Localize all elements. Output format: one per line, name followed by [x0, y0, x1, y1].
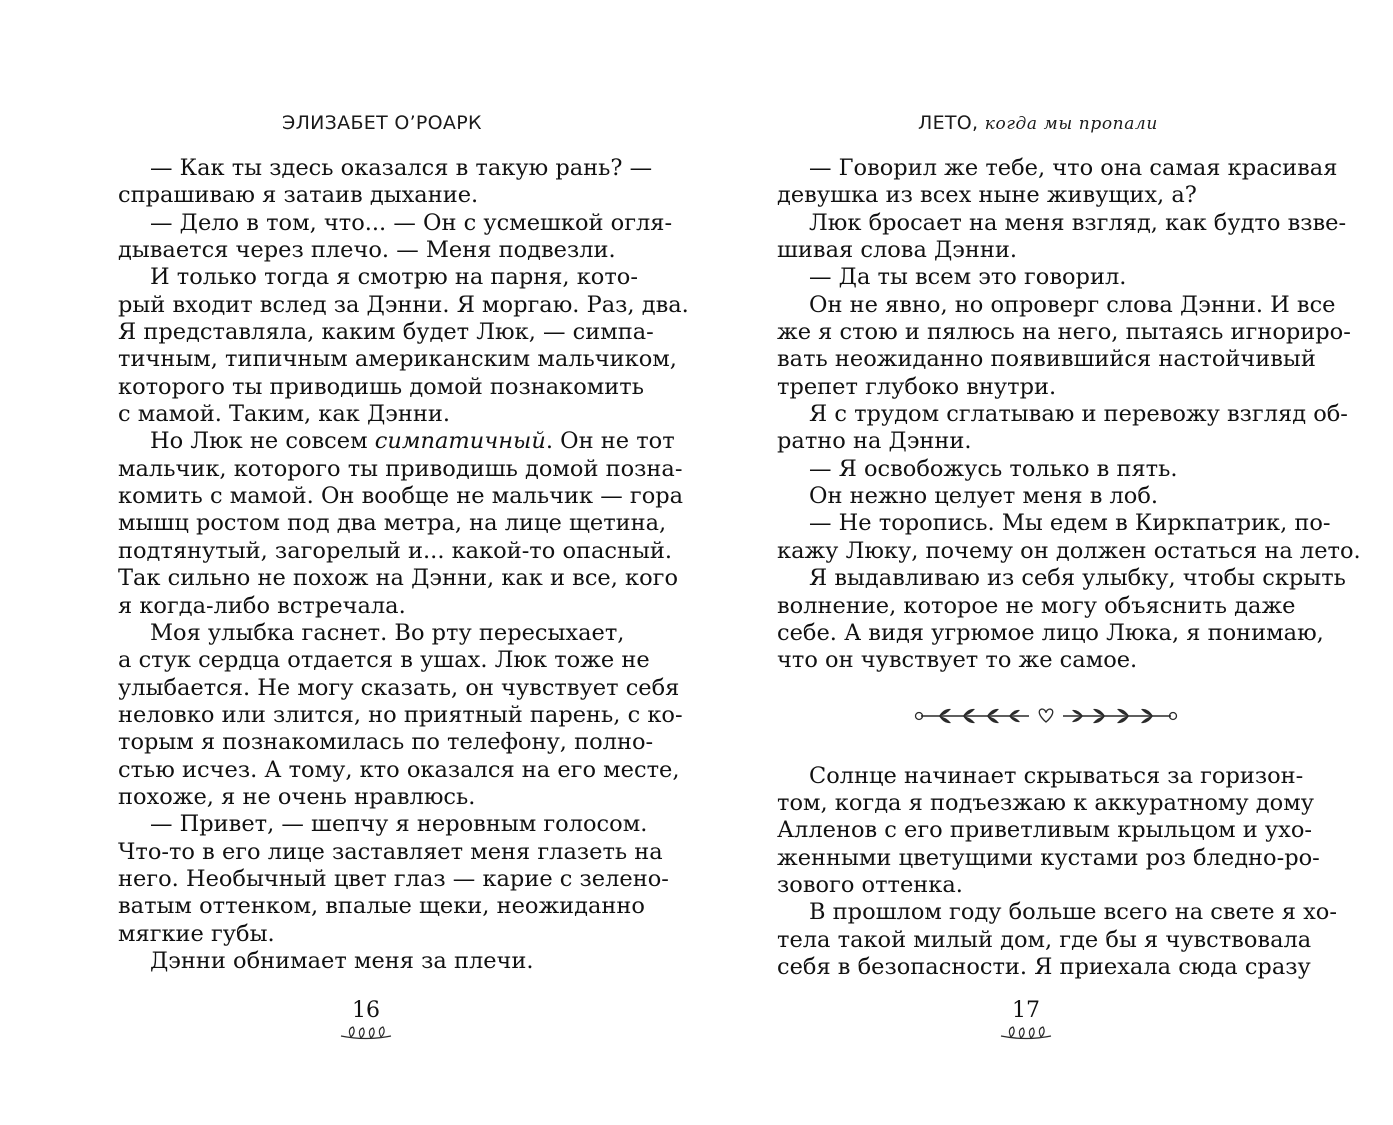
vine-heart-divider-icon [911, 702, 1181, 730]
text-line: подтянутый, загорелый и... какой-то опасный. [118, 537, 673, 564]
text-line: мягкие губы. [118, 920, 275, 947]
text-line: мальчик, которого ты приводишь домой позна- [118, 455, 683, 482]
text-line: Он нежно целует меня в лоб. [809, 483, 1159, 510]
text-line: стью исчез. А тому, кто оказался на его месте, [118, 756, 680, 783]
text-line: себя в безопасности. Я приехала сюда сразу [777, 953, 1311, 980]
text-line: Дэнни обнимает меня за плечи. [150, 947, 534, 974]
text-line: ратно на Дэнни. [777, 428, 972, 455]
text-line: шивая слова Дэнни. [777, 237, 1018, 264]
text-line: Я представляла, каким будет Люк, — симпа- [118, 319, 654, 346]
text-line: торым я познакомилась по телефону, полно- [118, 729, 654, 756]
running-head-author [282, 112, 482, 134]
text-run: Но Люк не совсем [150, 428, 375, 455]
right-text-before-divider [777, 155, 1361, 702]
book-title-script: когда мы пропали [984, 114, 1158, 134]
author-name: ЭЛИЗАБЕТ О’РОАРК [282, 112, 482, 134]
text-line: что он чувствует то же самое. [777, 647, 1138, 674]
text-line: себе. А видя угрюмое лицо Люка, я понимаю, [777, 619, 1324, 646]
text-line: неловко или злится, но приятный парень, с ко- [118, 701, 683, 728]
right-text-after-divider [777, 742, 1337, 982]
book-title-caps: ЛЕТО, [918, 112, 979, 134]
section-gap [777, 742, 1275, 763]
text-line: Он не явно, но опроверг слова Дэнни. И все [809, 291, 1336, 318]
text-line [118, 428, 675, 455]
text-line: В прошлом году больше всего на свете я хо- [809, 899, 1337, 926]
left-page [0, 0, 696, 1125]
text-line: ватым оттенком, впалые щеки, неожиданно [118, 893, 645, 920]
text-line: же я стою и пялюсь на него, пытаясь игнориро- [777, 319, 1351, 346]
running-head-title [918, 112, 1158, 134]
right-page [696, 0, 1393, 1125]
page-number-left [326, 998, 406, 1044]
text-line: комить с мамой. Он вообще не мальчик — гора [118, 483, 684, 510]
left-page-text [118, 155, 689, 975]
text-line: спрашиваю я затаив дыхание. [118, 182, 479, 209]
page-number-right [986, 998, 1066, 1044]
text-line: зового оттенка. [777, 871, 963, 898]
text-line: с мамой. Таким, как Дэнни. [118, 401, 451, 428]
text-line: Люк бросает на меня взгляд, как будто взве- [809, 209, 1347, 236]
text-line: — Не торопись. Мы едем в Киркпатрик, по- [809, 510, 1331, 537]
text-line: девушка из всех ныне живущих, а? [777, 182, 1197, 209]
text-line: кажу Люку, почему он должен остаться на лето. [777, 537, 1361, 564]
text-line: Я с трудом сглатываю и перевожу взгляд об- [809, 401, 1348, 428]
text-run: . Он не тот [545, 428, 675, 455]
text-line: него. Необычный цвет глаз — карие с зелено- [118, 865, 669, 892]
text-line: женными цветущими кустами роз бледно-ро- [777, 844, 1320, 871]
text-line: Моя улыбка гаснет. Во рту пересыхает, [150, 619, 625, 646]
text-line: а стук сердца отдается в ушах. Люк тоже не [118, 647, 650, 674]
text-line: я когда-либо встречала. [118, 592, 406, 619]
text-line: тела такой милый дом, где бы я чувствовала [777, 926, 1312, 953]
text-line: — Я освобожусь только в пять. [809, 455, 1178, 482]
text-line: улыбается. Не могу сказать, он чувствует себя [118, 674, 680, 701]
text-line: И только тогда я смотрю на парня, кото- [150, 264, 638, 291]
text-line: мышц ростом под два метра, на лице щетина, [118, 510, 667, 537]
text-line: которого ты приводишь домой познакомить [118, 373, 644, 400]
text-line: тичным, типичным американским мальчиком, [118, 346, 677, 373]
text-line: волнение, которое не могу объяснить даже [777, 592, 1296, 619]
text-line: Так сильно не похож на Дэнни, как и все, кого [118, 565, 678, 592]
section-divider [817, 702, 1275, 742]
page-number-text: 16 [352, 998, 380, 1023]
text-line: трепет глубоко внутри. [777, 373, 1057, 400]
leaf-sprig-icon [997, 1024, 1055, 1044]
page-number-text: 17 [1012, 998, 1040, 1023]
text-line: рый входит вслед за Дэнни. Я моргаю. Раз, два. [118, 291, 689, 318]
text-line: Алленов с его приветливым крыльцом и ухо- [777, 817, 1313, 844]
text-line: том, когда я подъезжаю к аккуратному дому [777, 789, 1314, 816]
text-line: — Привет, — шепчу я неровным голосом. [150, 811, 648, 838]
text-line: Что-то в его лице заставляет меня глазеть на [118, 838, 663, 865]
text-line: Солнце начинает скрываться за горизон- [809, 762, 1304, 789]
text-line: вать неожиданно появившийся настойчивый [777, 346, 1316, 373]
text-line: похоже, я не очень нравлюсь. [118, 783, 476, 810]
section-gap [777, 675, 1275, 702]
text-line: — Дело в том, что... — Он с усмешкой огля- [150, 209, 673, 236]
text-line: Я выдавливаю из себя улыбку, чтобы скрыть [809, 565, 1346, 592]
text-line: — Говорил же тебе, что она самая красивая [809, 155, 1338, 181]
right-page-text [777, 155, 1361, 981]
text-line: — Да ты всем это говорил. [809, 264, 1127, 291]
text-line: дывается через плечо. — Меня подвезли. [118, 237, 616, 264]
emphasis-text: симпатичный [374, 428, 546, 455]
text-line: — Как ты здесь оказался в такую рань? — [150, 155, 653, 181]
leaf-sprig-icon [337, 1024, 395, 1044]
